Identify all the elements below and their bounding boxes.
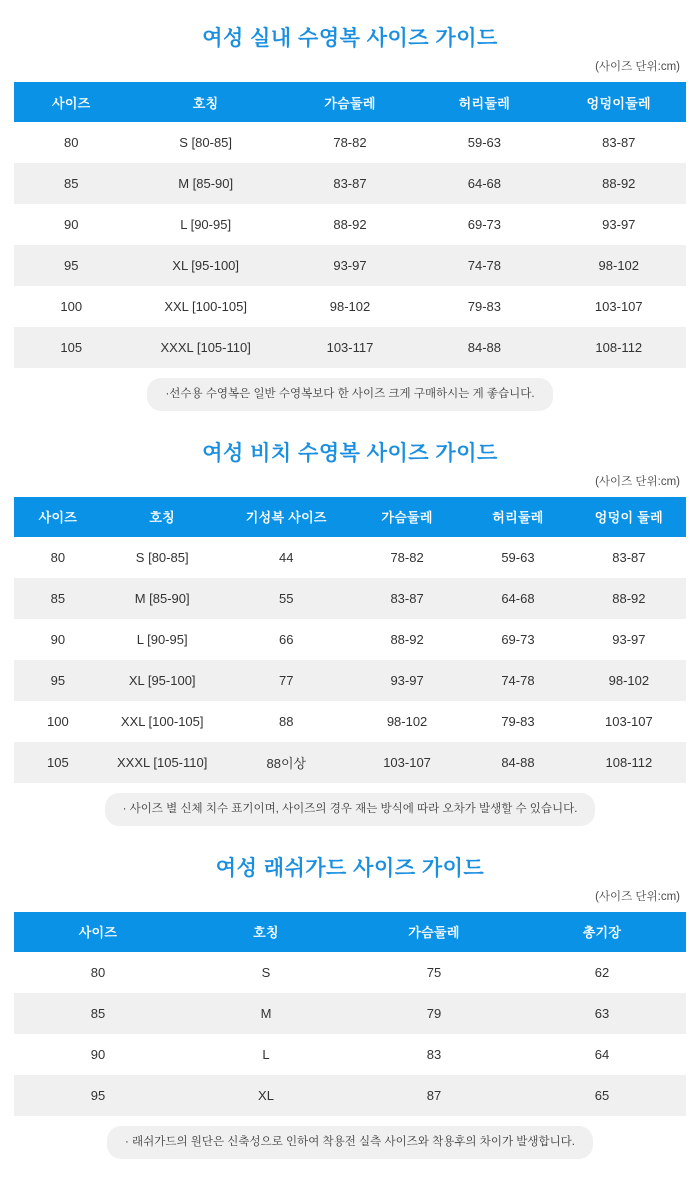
cell-length: 64 [518, 1034, 686, 1075]
footnote: ·선수용 수영복은 일반 수영복보다 한 사이즈 크게 구매하시는 게 좋습니다. [147, 378, 552, 411]
table-row [14, 993, 686, 1034]
cell-label: S [182, 952, 350, 993]
cell-hip: 108-112 [552, 327, 686, 368]
table-row [14, 327, 686, 368]
cell-size: 85 [14, 993, 182, 1034]
cell-waist: 59-63 [417, 122, 551, 163]
size-table-beach [14, 497, 686, 783]
cell-waist: 59-63 [464, 537, 572, 578]
table-header-row [14, 82, 686, 122]
cell-waist: 79-83 [464, 701, 572, 742]
column-header-bust: 가슴둘레 [350, 497, 464, 537]
table-row [14, 163, 686, 204]
cell-bust: 88-92 [283, 204, 417, 245]
unit-note: (사이즈 단위:cm) [595, 61, 680, 73]
cell-hip: 93-97 [552, 204, 686, 245]
cell-bust: 78-82 [283, 122, 417, 163]
cell-waist: 84-88 [464, 742, 572, 783]
cell-size: 85 [14, 163, 129, 204]
table-row [14, 619, 686, 660]
cell-bust: 93-97 [350, 660, 464, 701]
cell-size: 95 [14, 245, 129, 286]
cell-bust: 83 [350, 1034, 518, 1075]
cell-bust: 87 [350, 1075, 518, 1116]
cell-bust: 75 [350, 952, 518, 993]
cell-size: 95 [14, 1075, 182, 1116]
cell-hip: 98-102 [552, 245, 686, 286]
cell-length: 63 [518, 993, 686, 1034]
cell-size: 90 [14, 204, 129, 245]
cell-bust: 103-117 [283, 327, 417, 368]
footnote: · 래쉬가드의 원단은 신축성으로 인하여 착용전 실측 사이즈와 착용후의 차이가 발생합니다. [107, 1126, 593, 1159]
cell-label: XL [95-100] [129, 245, 283, 286]
footnote: · 사이즈 별 신체 치수 표기이며, 사이즈의 경우 재는 방식에 따라 오차가 발생할 수 있습니다. [105, 793, 596, 826]
size-table-rashguard [14, 912, 686, 1116]
cell-label: S [80-85] [102, 537, 223, 578]
cell-label: M [85-90] [102, 578, 223, 619]
cell-size: 100 [14, 701, 102, 742]
cell-size: 90 [14, 1034, 182, 1075]
column-header-size: 사이즈 [14, 497, 102, 537]
cell-readywear: 66 [223, 619, 350, 660]
cell-waist: 74-78 [417, 245, 551, 286]
column-header-bust: 가슴둘레 [350, 912, 518, 952]
cell-bust: 93-97 [283, 245, 417, 286]
column-header-label: 호칭 [129, 82, 283, 122]
table-body [14, 537, 686, 783]
column-header-waist: 허리둘레 [417, 82, 551, 122]
table-row [14, 742, 686, 783]
cell-readywear: 88이상 [223, 742, 350, 783]
table-header [14, 912, 686, 952]
column-header-hip: 엉덩이 둘레 [572, 497, 686, 537]
column-header-size: 사이즈 [14, 912, 182, 952]
cell-label: XXXL [105-110] [129, 327, 283, 368]
cell-size: 90 [14, 619, 102, 660]
column-header-label: 호칭 [102, 497, 223, 537]
cell-size: 105 [14, 742, 102, 783]
cell-hip: 93-97 [572, 619, 686, 660]
cell-size: 80 [14, 952, 182, 993]
page-title: 여성 실내 수영복 사이즈 가이드 [202, 27, 498, 50]
table-row [14, 1075, 686, 1116]
column-header-hip: 엉덩이둘레 [552, 82, 686, 122]
size-table-indoor [14, 82, 686, 368]
cell-waist: 69-73 [464, 619, 572, 660]
section-indoor-swimwear [14, 0, 686, 411]
cell-bust: 83-87 [283, 163, 417, 204]
column-header-bust: 가슴둘레 [283, 82, 417, 122]
cell-label: XXL [100-105] [102, 701, 223, 742]
cell-bust: 103-107 [350, 742, 464, 783]
cell-label: M [182, 993, 350, 1034]
column-header-readywear: 기성복 사이즈 [223, 497, 350, 537]
cell-length: 65 [518, 1075, 686, 1116]
table-row [14, 701, 686, 742]
table-row [14, 1034, 686, 1075]
cell-label: L [90-95] [102, 619, 223, 660]
cell-hip: 108-112 [572, 742, 686, 783]
cell-hip: 98-102 [572, 660, 686, 701]
cell-bust: 79 [350, 993, 518, 1034]
table-header [14, 497, 686, 537]
cell-bust: 83-87 [350, 578, 464, 619]
table-row [14, 578, 686, 619]
cell-readywear: 44 [223, 537, 350, 578]
table-row [14, 952, 686, 993]
cell-label: S [80-85] [129, 122, 283, 163]
table-row [14, 245, 686, 286]
cell-label: M [85-90] [129, 163, 283, 204]
table-row [14, 537, 686, 578]
column-header-label: 호칭 [182, 912, 350, 952]
cell-hip: 83-87 [552, 122, 686, 163]
cell-readywear: 88 [223, 701, 350, 742]
cell-size: 80 [14, 122, 129, 163]
cell-bust: 88-92 [350, 619, 464, 660]
cell-size: 85 [14, 578, 102, 619]
cell-readywear: 55 [223, 578, 350, 619]
section-rashguard [14, 830, 686, 1159]
cell-label: XXL [100-105] [129, 286, 283, 327]
cell-label: XXXL [105-110] [102, 742, 223, 783]
cell-waist: 74-78 [464, 660, 572, 701]
page-title: 여성 래쉬가드 사이즈 가이드 [215, 856, 485, 880]
cell-label: XL [182, 1075, 350, 1116]
cell-label: XL [95-100] [102, 660, 223, 701]
section-beach-swimwear [14, 415, 686, 826]
table-header-row [14, 912, 686, 952]
unit-note: (사이즈 단위:cm) [595, 890, 680, 903]
table-row [14, 204, 686, 245]
unit-note: (사이즈 단위:cm) [595, 475, 680, 488]
cell-size: 80 [14, 537, 102, 578]
cell-bust: 98-102 [350, 701, 464, 742]
table-header [14, 82, 686, 122]
cell-size: 95 [14, 660, 102, 701]
table-body [14, 952, 686, 1116]
cell-hip: 88-92 [572, 578, 686, 619]
table-row [14, 122, 686, 163]
page-title: 여성 비치 수영복 사이즈 가이드 [202, 441, 498, 465]
table-row [14, 660, 686, 701]
cell-waist: 84-88 [417, 327, 551, 368]
column-header-length: 총기장 [518, 912, 686, 952]
cell-waist: 64-68 [417, 163, 551, 204]
cell-hip: 88-92 [552, 163, 686, 204]
cell-hip: 83-87 [572, 537, 686, 578]
cell-waist: 64-68 [464, 578, 572, 619]
cell-hip: 103-107 [552, 286, 686, 327]
cell-waist: 69-73 [417, 204, 551, 245]
cell-length: 62 [518, 952, 686, 993]
table-header-row [14, 497, 686, 537]
column-header-waist: 허리둘레 [464, 497, 572, 537]
table-body [14, 122, 686, 368]
column-header-size: 사이즈 [14, 82, 129, 122]
cell-waist: 79-83 [417, 286, 551, 327]
cell-size: 100 [14, 286, 129, 327]
cell-bust: 78-82 [350, 537, 464, 578]
cell-label: L [182, 1034, 350, 1075]
cell-readywear: 77 [223, 660, 350, 701]
cell-hip: 103-107 [572, 701, 686, 742]
cell-label: L [90-95] [129, 204, 283, 245]
cell-bust: 98-102 [283, 286, 417, 327]
cell-size: 105 [14, 327, 129, 368]
table-row [14, 286, 686, 327]
